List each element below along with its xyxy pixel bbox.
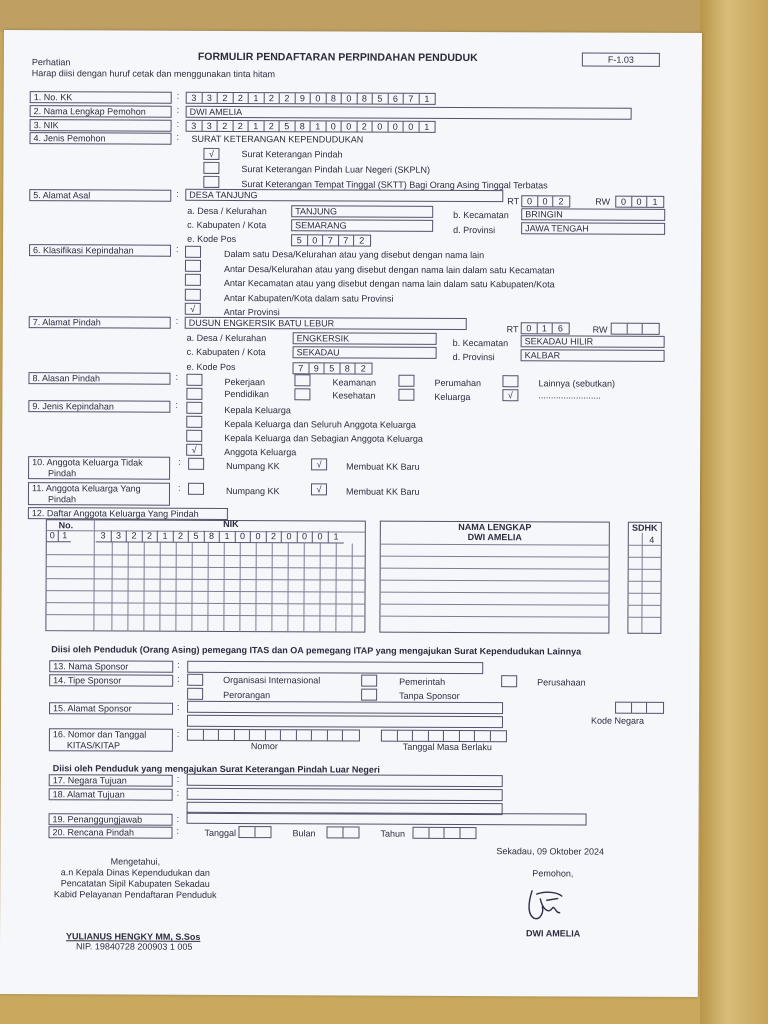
label-alamat-asal: 5. Alamat Asal bbox=[29, 189, 171, 202]
table-row-no[interactable]: 0 1 bbox=[47, 530, 71, 542]
label-alamat-tujuan: 18. Alamat Tujuan bbox=[49, 788, 173, 801]
label-nik: 3. NIK bbox=[30, 119, 172, 132]
form-paper: FORMULIR PENDAFTARAN PERPINDAHAN PENDUDUK F-1.03 Perhatian Harap diisi dengan huruf cetak dan menggunakan tinta hitam 1. No. KK : 3 3 2 2 1 2 2 9 0 8 0 8 5 6 7 1 2. Nama Lengkap Pemohon : DWI AMELIA 3. NIK : 3 3 2 2 1 2 5 8 1 0 0 2 0 0 0 1 4. Jenis Pemohon : SURAT KETERANGAN KEPENDUDUKAN √ Surat Keterangan Pindah Surat Keterangan Pindah Luar Negeri (SKPLN) Surat Keterangan Tempat Tinggal (SKTT) Bagi Orang Asing Tinggal Terbatas 5. Alamat Asal : DESA TANJUNG RT 0 0 2 RW 0 0 1 a. Desa / Kelurahan TANJUNG b. Kecamatan BRINGIN c. Kabupaten / Kota SEMARANG d. Provinsi JAWA TENGAH e. Kode Pos 5 0 7 7 2 6. Klasifikasi Kepindahan : Dalam satu Desa/Kelurahan atau yang disebut dengan nama lain Antar Desa/Kelurahan atau yang disebut dengan nama lain dalam satu Kecamatan Antar Kecamatan atau yang disebut dengan nama lain dalam satu Kabupaten/Kota Antar Kabupaten/Kota dalam satu Provinsi √ Antar Provinsi 7. Alamat Pindah : DUSUN ENGKERSIK BATU LEBUR RT 0 1 6 RW a. Desa / Kelurahan ENGKERSIK b. Kecamatan SEKADAU HILIR c. Kabupaten / Kota SEKADAU d. Provinsi KALBAR e. Kode Pos 7 9 5 8 2 8. Alasan Pindah : Pekerjaan Keamanan Perumahan Lainnya (sebutkan) Pendidikan Kesehatan Keluarga √ ......................... 9. Jenis Kepindahan : Kepala Keluarga Kepala Keluarga dan Seluruh Anggota Keluarga Kepala Keluarga dan Sebagian Anggota Keluarga √ Anggota Keluarga 10. Anggota Keluarga Tidak Pindah : Numpang KK √ Membuat KK Baru 11. Anggota Keluarga Yang Pindah : Numpang KK √ Membuat KK Baru 12. Daftar Anggota Keluarga Yang Pindah No. NIK 0 1 3 3 2 2 1 2 5 8 1 0 0 2 0 0 0 1 NAMA LENGKAP DWI AMELIA SDHK 4 Diisi oleh Penduduk (Orang Asing) pemegang ITAS dan OA pemegang ITAP yang mengajukan Surat Kependudukan Lainnya 13. Nama Sponsor : 14. Tipe Sponsor : Organisasi Internasional Pemerintah Perusahaan Perorangan Tanpa Sponsor 15. Alamat Sponsor : Kode Negara 16. Nomor dan Tanggal KITAS/KITAP : Nomor Tanggal Masa Berlaku Diisi oleh Penduduk yang mengajukan Surat Keterangan Pindah Luar Negeri 17. Negara Tujuan : 18. Alamat Tujuan : 19. Penanggungjawab : 20. Rencana Pindah : Tanggal Bulan Tahun Sekadau, 09 Oktober 2024 Mengetahui, a.n Kepala Dinas Kependudukan dan Pencatatan Sipil Kabupaten Sekadau Kabid Pelayanan Pendaftaran Penduduk Pemohon, DWI AMELIA YULIANUS HENGKY MM, S.Sos NIP. 19840728 200903 1 005 bbox=[0, 30, 702, 997]
checkbox-keluarga[interactable] bbox=[398, 389, 414, 401]
label-no-kk: 1. No. KK bbox=[30, 91, 172, 104]
desa-asal-field[interactable]: TANJUNG bbox=[291, 205, 433, 218]
klasifikasi-option: Antar Provinsi bbox=[223, 306, 280, 318]
provinsi-asal-field[interactable]: JAWA TENGAH bbox=[521, 222, 665, 235]
kitas-tanggal-field[interactable] bbox=[381, 730, 507, 743]
alasan-option: Pendidikan bbox=[224, 388, 269, 400]
klasifikasi-option: Dalam satu Desa/Kelurahan atau yang disebut dengan nama lain bbox=[224, 248, 485, 261]
label-yang-pindah: 11. Anggota Keluarga Yang Pindah bbox=[28, 482, 170, 506]
alasan-option: Pekerjaan bbox=[224, 376, 266, 388]
table-header-sdhk: SDHK bbox=[632, 522, 658, 533]
checkbox-lainnya[interactable] bbox=[502, 375, 518, 387]
kabupaten-asal-field[interactable]: SEMARANG bbox=[291, 219, 433, 232]
checkbox-klasifikasi-3[interactable] bbox=[185, 274, 201, 286]
rw-pindah-field[interactable] bbox=[611, 323, 660, 335]
label-nama-sponsor: 13. Nama Sponsor bbox=[49, 660, 173, 673]
label-tidak-pindah: 10. Anggota Keluarga Tidak Pindah bbox=[28, 456, 170, 480]
checkbox-tanpa-sponsor[interactable] bbox=[361, 689, 377, 701]
official-nip: NIP. 19840728 200903 1 005 bbox=[75, 941, 193, 952]
checkbox-klasifikasi-1[interactable] bbox=[185, 246, 201, 258]
checkbox-sktt[interactable] bbox=[203, 176, 219, 188]
kabupaten-label: c. Kabupaten / Kota bbox=[186, 346, 266, 358]
negara-tujuan-field[interactable] bbox=[187, 774, 503, 787]
alamat-asal-field[interactable]: DESA TANJUNG bbox=[185, 189, 503, 202]
label-daftar: 12. Daftar Anggota Keluarga Yang Pindah bbox=[28, 507, 228, 520]
label-alasan: 8. Alasan Pindah bbox=[28, 372, 170, 385]
checkbox-kepindahan-4[interactable]: √ bbox=[186, 444, 202, 456]
table-header-no: No. bbox=[58, 520, 74, 531]
rt-asal-field[interactable]: 0 0 2 bbox=[521, 195, 570, 207]
rt-pindah-field[interactable]: 0 1 6 bbox=[521, 322, 570, 334]
provinsi-pindah-field[interactable]: KALBAR bbox=[521, 349, 665, 362]
table-cell-nama[interactable]: DWI AMELIA bbox=[467, 532, 522, 543]
checkbox-perorangan[interactable] bbox=[187, 688, 203, 700]
checkbox-kepindahan-3[interactable] bbox=[186, 430, 202, 442]
kabupaten-label: c. Kabupaten / Kota bbox=[187, 219, 267, 231]
alamat-tujuan-field-1[interactable] bbox=[187, 788, 503, 801]
kepindahan-option: Kepala Keluarga dan Sebagian Anggota Keluarga bbox=[224, 432, 423, 444]
provinsi-label: d. Provinsi bbox=[453, 224, 496, 236]
alasan-option: Perumahan bbox=[434, 377, 482, 389]
section-note-asing: Diisi oleh Penduduk (Orang Asing) pemegang ITAS dan OA pemegang ITAP yang mengajukan Surat Kependudukan Lainnya bbox=[51, 644, 582, 657]
rencana-bulan-field[interactable] bbox=[326, 826, 359, 838]
membuat-label: Membuat KK Baru bbox=[346, 461, 420, 472]
rw-label: RW bbox=[592, 324, 608, 335]
checkbox-yang-pindah-baru[interactable]: √ bbox=[311, 483, 327, 495]
checkbox-kepindahan-1[interactable] bbox=[186, 402, 202, 414]
alasan-option: Keluarga bbox=[434, 391, 471, 403]
table-header-nama: NAMA LENGKAP bbox=[458, 521, 532, 533]
section-note-luar-negeri: Diisi oleh Penduduk yang mengajukan Surat Keterangan Pindah Luar Negeri bbox=[52, 763, 380, 775]
rt-label: RT bbox=[507, 196, 520, 207]
table-row-nik[interactable]: 3 3 2 2 1 2 5 8 1 0 0 2 0 0 0 1 bbox=[96, 530, 344, 543]
kode-negara-field[interactable] bbox=[615, 702, 664, 714]
checkbox-perumahan[interactable] bbox=[398, 375, 414, 387]
kecamatan-pindah-field[interactable]: SEKADAU HILIR bbox=[521, 335, 665, 348]
checkbox-klasifikasi-4[interactable] bbox=[185, 289, 201, 301]
note-text: Harap diisi dengan huruf cetak dan menggunakan tinta hitam bbox=[31, 68, 276, 80]
kepindahan-option: Kepala Keluarga bbox=[224, 404, 291, 416]
alamat-sponsor-field-2[interactable] bbox=[187, 715, 503, 728]
checkbox-perusahaan[interactable] bbox=[501, 675, 517, 687]
tanggal-masa-label: Tanggal Masa Berlaku bbox=[402, 741, 492, 753]
checkbox-klasifikasi-2[interactable] bbox=[185, 260, 201, 272]
lainnya-blank: ......................... bbox=[538, 390, 601, 401]
official-name: YULIANUS HENGKY MM, S.Sos bbox=[66, 931, 201, 942]
tanggal-label: Tanggal bbox=[204, 827, 237, 839]
label-alamat-sponsor: 15. Alamat Sponsor bbox=[49, 702, 173, 715]
nama-field[interactable]: DWI AMELIA bbox=[186, 106, 632, 120]
checkbox-keluarga-lainnya[interactable]: √ bbox=[502, 389, 518, 401]
checkbox-org-internasional[interactable] bbox=[187, 674, 203, 686]
sponsor-option: Perorangan bbox=[223, 689, 271, 701]
form-title: FORMULIR PENDAFTARAN PERPINDAHAN PENDUDUK bbox=[197, 50, 478, 65]
mengetahui-line: Pencatatan Sipil Kabupaten Sekadau bbox=[60, 878, 210, 889]
checkbox-yang-pindah-numpang[interactable] bbox=[188, 483, 204, 495]
checkbox-tidak-pindah-numpang[interactable] bbox=[188, 458, 204, 470]
no-kk-field[interactable]: 3 3 2 2 1 2 2 9 0 8 0 8 5 6 7 1 bbox=[186, 92, 436, 105]
provinsi-label: d. Provinsi bbox=[452, 351, 495, 363]
bulan-label: Bulan bbox=[292, 828, 316, 839]
option-sktt: Surat Keterangan Tempat Tinggal (SKTT) Bagi Orang Asing Tinggal Terbatas bbox=[241, 179, 548, 191]
rt-label: RT bbox=[506, 324, 519, 335]
label-tipe-sponsor: 14. Tipe Sponsor bbox=[49, 674, 173, 687]
label-kitas: 16. Nomor dan Tanggal KITAS/KITAP bbox=[49, 728, 173, 752]
option-skpln: Surat Keterangan Pindah Luar Negeri (SKPLN) bbox=[241, 164, 431, 175]
alasan-option: Kesehatan bbox=[332, 390, 376, 401]
label-penanggungjawab: 19. Penanggungjawab bbox=[49, 813, 173, 826]
sponsor-option: Perusahaan bbox=[537, 677, 586, 688]
label-rencana-pindah: 20. Rencana Pindah bbox=[48, 826, 172, 839]
sponsor-option: Tanpa Sponsor bbox=[399, 690, 460, 701]
tahun-label: Tahun bbox=[380, 828, 406, 839]
desa-pindah-field[interactable]: ENGKERSIK bbox=[293, 332, 437, 345]
alamat-sponsor-field-1[interactable] bbox=[187, 701, 503, 714]
kode-negara-label: Kode Negara bbox=[590, 715, 645, 726]
nik-field[interactable]: 3 3 2 2 1 2 5 8 1 0 0 2 0 0 0 1 bbox=[186, 120, 436, 133]
desa-label: a. Desa / Kelurahan bbox=[187, 205, 267, 217]
alasan-option: Keamanan bbox=[332, 377, 377, 388]
kecamatan-asal-field[interactable]: BRINGIN bbox=[521, 208, 665, 221]
label-jenis-pemohon: 4. Jenis Pemohon bbox=[30, 132, 172, 145]
klasifikasi-option: Antar Desa/Kelurahan atau yang disebut dengan nama lain dalam satu Kecamatan bbox=[223, 263, 555, 276]
checkbox-klasifikasi-5[interactable]: √ bbox=[185, 303, 201, 315]
option-skp: Surat Keterangan Pindah bbox=[241, 149, 343, 160]
kabupaten-pindah-field[interactable]: SEKADAU bbox=[293, 346, 437, 359]
table-cell-sdhk[interactable]: 4 bbox=[649, 534, 655, 545]
form-code: F-1.03 bbox=[582, 53, 660, 67]
kecamatan-label: b. Kecamatan bbox=[452, 337, 509, 349]
pemohon-label: Pemohon, bbox=[532, 868, 574, 879]
mengetahui-line: a.n Kepala Dinas Kependudukan dan bbox=[60, 867, 210, 878]
label-nama: 2. Nama Lengkap Pemohon bbox=[30, 105, 172, 118]
checkbox-kesehatan[interactable] bbox=[294, 388, 310, 400]
numpang-label: Numpang KK bbox=[226, 460, 280, 472]
kode-pos-asal-field[interactable]: 5 0 7 7 2 bbox=[291, 234, 371, 246]
kitas-nomor-field[interactable] bbox=[187, 729, 360, 742]
pemohon-name: DWI AMELIA bbox=[526, 928, 581, 939]
label-jenis-kepindahan: 9. Jenis Kepindahan bbox=[28, 400, 170, 413]
checkbox-pendidikan[interactable] bbox=[186, 388, 202, 400]
table-surface bbox=[700, 0, 768, 1024]
numpang-label: Numpang KK bbox=[225, 485, 280, 497]
rw-asal-field[interactable]: 0 0 1 bbox=[615, 196, 664, 208]
nama-sponsor-field[interactable] bbox=[187, 661, 483, 674]
table-surface bbox=[0, 0, 768, 32]
mengetahui-line: Mengetahui, bbox=[110, 856, 161, 867]
kepindahan-option: Kepala Keluarga dan Seluruh Anggota Keluarga bbox=[224, 418, 416, 430]
mengetahui-line: Kabid Pelayanan Pendaftaran Penduduk bbox=[53, 889, 217, 900]
kecamatan-label: b. Kecamatan bbox=[453, 209, 509, 221]
label-klasifikasi: 6. Klasifikasi Kepindahan bbox=[29, 244, 171, 257]
alasan-option: Lainnya (sebutkan) bbox=[538, 378, 616, 389]
membuat-label: Membuat KK Baru bbox=[345, 486, 420, 497]
signature-image bbox=[518, 884, 568, 924]
klasifikasi-option: Antar Kabupaten/Kota dalam satu Provinsi bbox=[223, 292, 394, 304]
label-negara-tujuan: 17. Negara Tujuan bbox=[49, 774, 173, 787]
sponsor-option: Organisasi Internasional bbox=[223, 674, 321, 686]
checkbox-pemerintah[interactable] bbox=[361, 675, 377, 687]
label-alamat-pindah: 7. Alamat Pindah bbox=[29, 316, 171, 329]
checkbox-kepindahan-2[interactable] bbox=[186, 416, 202, 428]
checkbox-skp[interactable]: √ bbox=[203, 148, 219, 160]
checkbox-tidak-pindah-baru[interactable]: √ bbox=[311, 458, 327, 470]
table-header-nik: NIK bbox=[223, 518, 239, 530]
kepindahan-option: Anggota Keluarga bbox=[224, 446, 297, 458]
alamat-pindah-field[interactable]: DUSUN ENGKERSIK BATU LEBUR bbox=[185, 317, 467, 330]
penanggungjawab-field[interactable] bbox=[187, 812, 587, 826]
sponsor-option: Pemerintah bbox=[399, 676, 446, 687]
place-date: Sekadau, 09 Oktober 2024 bbox=[496, 846, 605, 857]
rencana-tanggal-field[interactable] bbox=[238, 826, 271, 838]
note-title: Perhatian bbox=[31, 57, 71, 68]
jenis-pemohon-heading: SURAT KETERANGAN KEPENDUDUKAN bbox=[191, 133, 364, 145]
checkbox-keamanan[interactable] bbox=[294, 374, 310, 386]
kode-pos-label: e. Kode Pos bbox=[187, 233, 237, 245]
nomor-label: Nomor bbox=[250, 741, 278, 752]
desa-label: a. Desa / Kelurahan bbox=[186, 332, 267, 344]
checkbox-skpln[interactable] bbox=[203, 162, 219, 174]
checkbox-pekerjaan[interactable] bbox=[186, 374, 202, 386]
kode-pos-pindah-field[interactable]: 7 9 5 8 2 bbox=[293, 362, 373, 374]
klasifikasi-option: Antar Kecamatan atau yang disebut dengan nama lain dalam satu Kabupaten/Kota bbox=[223, 277, 555, 290]
kode-pos-label: e. Kode Pos bbox=[186, 361, 236, 373]
rencana-tahun-field[interactable] bbox=[412, 827, 476, 839]
rw-label: RW bbox=[595, 196, 611, 207]
